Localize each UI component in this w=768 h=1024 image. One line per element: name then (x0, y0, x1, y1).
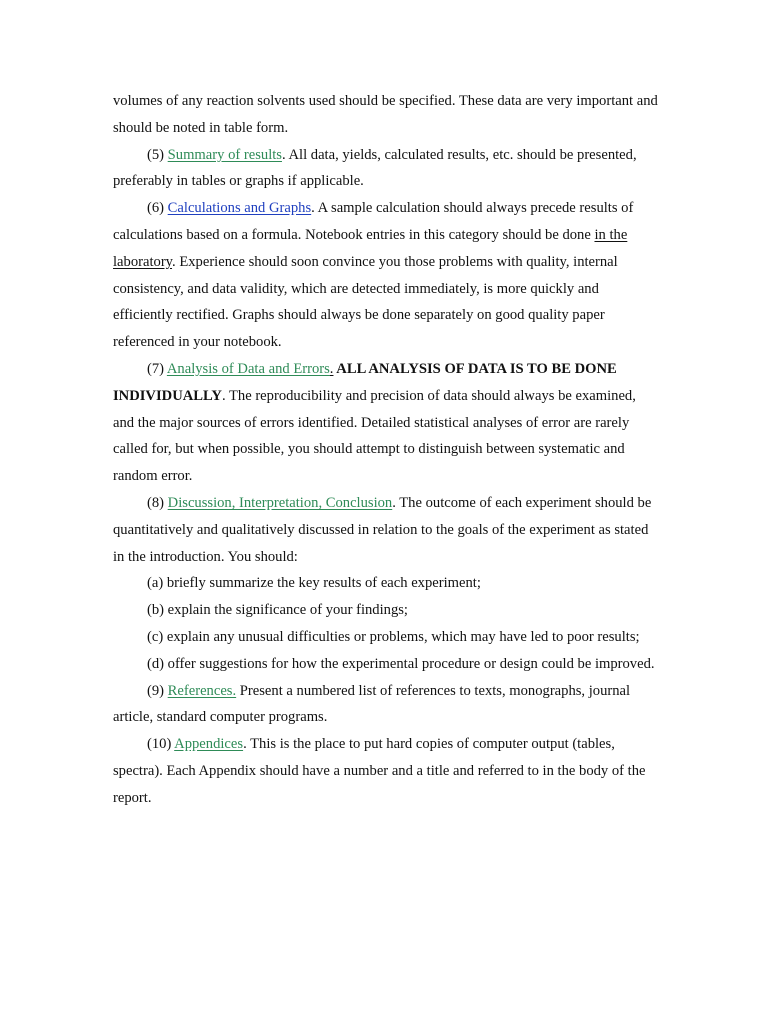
section-9-references (113, 678, 658, 732)
section-number: (10) (147, 736, 175, 753)
list-item: (a) briefly summarize the key results of each experiment; (147, 575, 481, 592)
paragraph-text: volumes of any reaction solvents used should be specified. These data are very important and should be noted in table form. (113, 93, 658, 136)
section-heading-summary-of-results: Summary of results (167, 146, 282, 163)
list-item: (b) explain the significance of your findings; (147, 602, 408, 619)
paragraph-solvents (113, 88, 658, 142)
section-number: (7) (147, 360, 167, 377)
list-item: (d) offer suggestions for how the experimental procedure or design could be improved. (147, 655, 655, 672)
section-text: . Experience should soon convince you those problems with quality, internal consistency, and data validity, which are detected immediately, is more quickly and efficiently rectified. Graphs should always be done separately on good quality paper referenced in your notebook. (113, 253, 618, 351)
section-heading-references: References. (167, 682, 237, 699)
section-number: (6) (147, 200, 168, 217)
section-10-appendices (113, 731, 658, 811)
section-text: Present a numbered list of references to texts, monographs, journal article, standard computer programs. (113, 682, 631, 726)
section-number: (5) (147, 146, 168, 163)
section-number: (8) (147, 494, 168, 511)
section-7-analysis-of-data (113, 356, 658, 490)
heading-period: . (329, 360, 334, 377)
section-text: . A sample calculation should always precede results of calculations based on a formula. Notebook entries in this category should be done (113, 200, 634, 243)
section-text: . The reproducibility and precision of data should always be examined, and the major sources of errors identified. Detailed statistical analyses of error are rarely called for, but when possible, you should attempt to distinguish between systematic and random error. (113, 387, 636, 485)
section-6-calculations-and-graphs (113, 195, 658, 356)
section-5-summary-of-results (113, 142, 658, 196)
section-text: . The outcome of each experiment should be quantitatively and qualitatively discussed in relation to the goals of the experiment as stated in the introduction. You should: (113, 494, 652, 565)
section-heading-analysis-of-data-and-errors: Analysis of Data and Errors (166, 360, 330, 377)
bold-individually-notice: ALL ANALYSIS OF DATA IS TO BE DONE INDIVIDUALLY (113, 360, 617, 404)
section-heading-calculations-and-graphs: Calculations and Graphs (167, 200, 312, 217)
section-heading-appendices: Appendices (174, 736, 244, 753)
section-number: (9) (147, 682, 168, 699)
section-text: . All data, yields, calculated results, etc. should be presented, preferably in tables or graphs if applicable. (113, 146, 637, 190)
list-item: (c) explain any unusual difficulties or problems, which may have led to poor results; (147, 628, 640, 645)
document-page (113, 88, 658, 812)
section-8-discussion (113, 490, 658, 570)
section-text: . This is the place to put hard copies of computer output (tables, spectra). Each Appendix should have a number and a title and referred to in the body of the report. (113, 736, 646, 806)
underlined-in-the-laboratory: in the laboratory (113, 226, 628, 270)
section-heading-discussion-interpretation-conclusion: Discussion, Interpretation, Conclusion (167, 494, 393, 511)
